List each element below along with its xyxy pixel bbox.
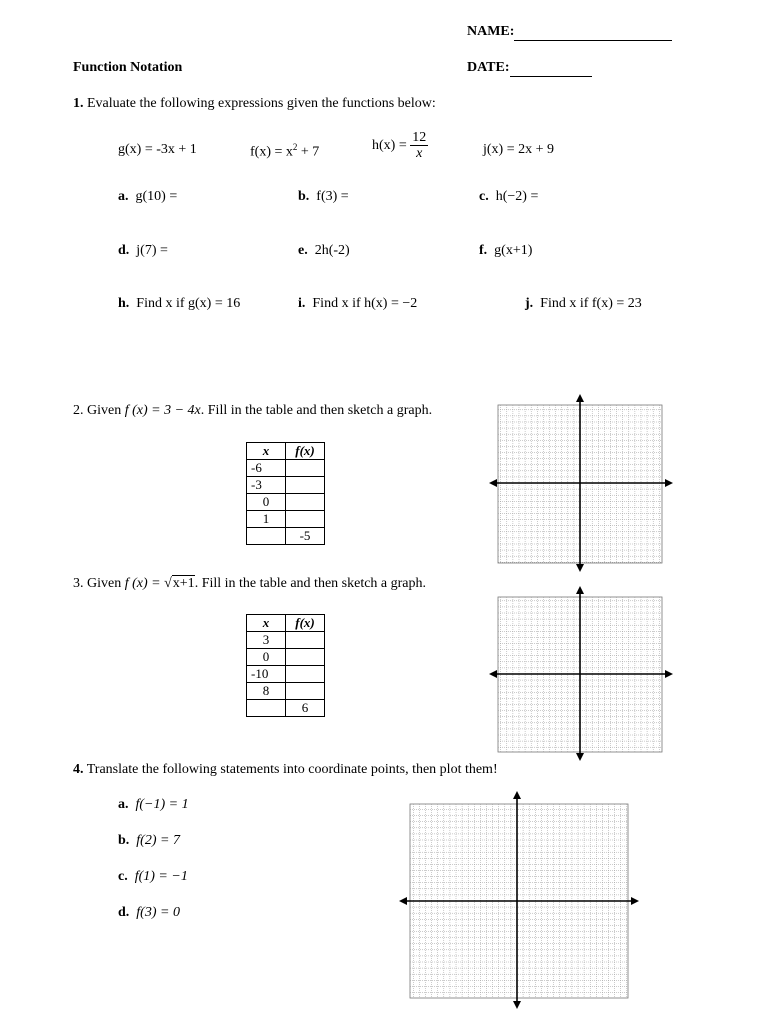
q2-coordinate-grid[interactable] [488,393,674,573]
table-cell-x[interactable]: 1 [247,511,286,528]
q1-part-a: a. g(10) = [118,189,178,204]
table-header-x: x [247,443,286,460]
table-cell-x[interactable]: 3 [247,632,286,649]
q4-prompt-text: Translate the following statements into coordinate points, then plot them! [86,762,498,777]
q4-part-c: c. f(1) = −1 [118,869,188,884]
q1-part-i: i. Find x if h(x) = −2 [298,296,418,311]
table-cell-x[interactable]: 0 [247,649,286,666]
q1-part-c: c. h(−2) = [479,189,539,204]
x-axis-arrow-left [489,670,497,678]
table-cell-fx[interactable] [286,683,325,700]
x-axis-arrow-right [665,670,673,678]
radical-sign: √ [164,576,172,591]
q1-part-d: d. j(7) = [118,243,168,258]
function-h-lhs: h(x) = [372,137,407,153]
fraction-numerator: 12 [412,130,427,145]
q1-part-b: b. f(3) = [298,189,349,204]
table-cell-fx[interactable]: 6 [286,700,325,717]
name-blank[interactable] [514,24,672,41]
q4-part-b: b. f(2) = 7 [118,833,180,848]
table-cell-fx[interactable] [286,649,325,666]
table-row [247,666,325,683]
fraction-denominator: x [416,146,423,162]
table-row [247,460,325,477]
table-row [247,528,325,545]
table-header-row [247,443,325,460]
q1-part-e: e. 2h(-2) [298,243,350,258]
page-title: Function Notation [73,60,183,75]
table-header-row [247,615,325,632]
q2-table [246,442,325,545]
x-axis-arrow-left [489,479,497,487]
table-cell-x[interactable] [247,528,286,545]
date-blank[interactable] [510,60,592,77]
function-f-base: f(x) = x [250,144,293,160]
table-row [247,477,325,494]
table-row [247,511,325,528]
q4-part-d: d. f(3) = 0 [118,905,180,920]
table-row [247,700,325,717]
q4-coordinate-grid[interactable] [398,790,640,1010]
q4-prompt [73,762,498,778]
name-field[interactable] [467,24,672,41]
table-cell-x[interactable]: 8 [247,683,286,700]
q1-number: 1. [73,96,84,111]
table-cell-fx[interactable] [286,511,325,528]
function-g: g(x) = -3x + 1 [118,142,197,157]
q2-function: f (x) = 3 − 4x [124,403,201,418]
date-field[interactable] [467,60,592,77]
q3-suffix: . Fill in the table and then sketch a graph. [194,576,427,591]
q3-radicand: x+1 [172,576,195,591]
x-axis-arrow-left [399,897,407,905]
table-header-x: x [247,615,286,632]
table-cell-fx[interactable] [286,477,325,494]
y-axis-arrow-up [576,586,584,594]
table-cell-fx[interactable] [286,494,325,511]
x-axis-arrow-right [665,479,673,487]
table-cell-x[interactable]: -10 [247,666,286,683]
table-cell-x[interactable]: 0 [247,494,286,511]
function-j: j(x) = 2x + 9 [483,142,555,157]
q3-table [246,614,325,717]
q4-number: 4. [73,762,84,777]
q3-prompt [73,576,426,592]
table-row [247,683,325,700]
q3-prefix: 3. Given [73,576,125,591]
q4-part-a: a. f(−1) = 1 [118,797,189,812]
table-row [247,649,325,666]
table-cell-fx[interactable] [286,666,325,683]
table-cell-x[interactable]: -6 [247,460,286,477]
date-label: DATE: [467,60,510,75]
y-axis-arrow-down [576,564,584,572]
q1-part-j: j. Find x if f(x) = 23 [525,296,642,311]
name-label: NAME: [467,24,515,39]
x-axis-arrow-right [631,897,639,905]
q1-part-h: h. Find x if g(x) = 16 [118,296,241,311]
table-cell-x[interactable]: -3 [247,477,286,494]
function-h-fraction [410,130,428,162]
table-cell-fx[interactable]: -5 [286,528,325,545]
table-row [247,494,325,511]
q3-coordinate-grid[interactable] [488,585,674,762]
function-f [250,142,319,161]
q2-suffix: . Fill in the table and then sketch a graph. [200,403,433,418]
function-h [372,130,428,162]
q1-part-f: f. g(x+1) [479,243,533,258]
y-axis-arrow-up [576,394,584,402]
table-header-fx: f(x) [286,443,325,460]
q1-prompt [73,96,436,112]
table-header-fx: f(x) [286,615,325,632]
q3-function: f (x) = [124,576,165,591]
function-f-rest: + 7 [297,144,320,160]
table-cell-fx[interactable] [286,460,325,477]
table-cell-fx[interactable] [286,632,325,649]
q2-prefix: 2. Given [73,403,125,418]
y-axis-arrow-down [576,753,584,761]
y-axis-arrow-up [513,791,521,799]
y-axis-arrow-down [513,1001,521,1009]
table-row [247,632,325,649]
table-cell-x[interactable] [247,700,286,717]
q2-prompt [73,403,432,419]
q1-prompt-text: Evaluate the following expressions given the functions below: [87,96,436,111]
function-f-exponent: 2 [292,142,298,152]
